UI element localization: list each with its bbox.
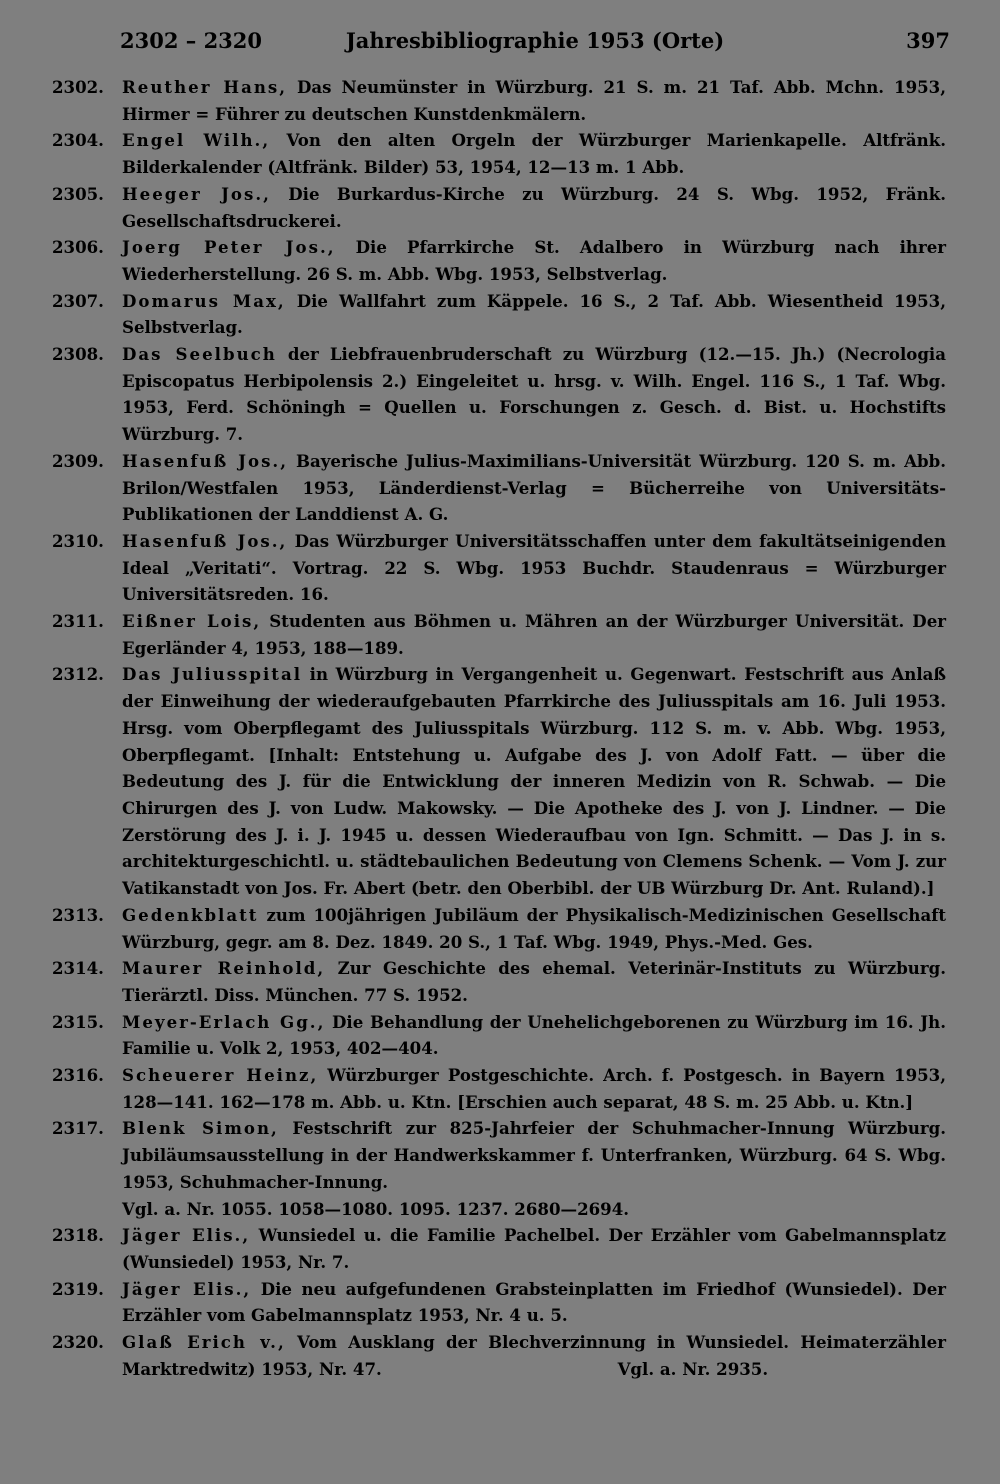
- entry-author: Engel Wilh.,: [122, 130, 271, 151]
- entry-text: Die Burkardus-Kirche zu Würzburg. 24 S. Wbg. 1952, Fränk. Gesellschaftsdruckerei.: [122, 183, 947, 231]
- entry-number: 2314.: [52, 958, 104, 979]
- bibliography-entry: [52, 234, 946, 287]
- entry-author: Maurer Reinhold,: [122, 958, 326, 979]
- entry-author: Joerg Peter Jos.,: [122, 237, 336, 258]
- bibliography-entry: [52, 1222, 946, 1275]
- entry-text: Festschrift zur 825-Jahrfeier der Schuhmacher-Innung Würzburg. Jubiläumsausstellung in der Handwerkskammer f. Unterfranken, Würzburg. 64 S. Wbg. 1953, Schuhmacher-Innung.: [122, 1118, 947, 1192]
- entry-author: Scheuerer Heinz,: [122, 1065, 319, 1086]
- entry-number: 2318.: [52, 1225, 104, 1246]
- entry-author: Meyer-Erlach Gg.,: [122, 1011, 326, 1032]
- bibliography-entry: [52, 74, 946, 127]
- cross-reference-note: Vgl. a. Nr. 1055. 1058—1080. 1095. 1237. 2680—2694.: [122, 1198, 630, 1219]
- entry-author: Reuther Hans,: [122, 77, 288, 97]
- entry-author: Das Juliusspital: [122, 664, 303, 685]
- entry-author: Domarus Max,: [122, 290, 286, 311]
- entry-text: Die Behandlung der Unehelichgeborenen zu Würzburg im 16. Jh. Familie u. Volk 2, 1953, 402—404.: [122, 1011, 946, 1059]
- entry-number: 2312.: [52, 664, 104, 685]
- entry-number: 2315.: [52, 1011, 104, 1032]
- page-title: Jahresbibliographie 1953 (Orte): [345, 28, 725, 53]
- entry-list: [52, 74, 946, 1382]
- entry-text: Die Wallfahrt zum Käppele. 16 S., 2 Taf. Abb. Wiesentheid 1953, Selbstverlag.: [122, 290, 947, 338]
- entry-text: Von den alten Orgeln der Würzburger Marienkapelle. Altfränk. Bilderkalender (Altfränk. Bilder) 53, 1954, 12—13 m. 1 Abb.: [122, 130, 947, 178]
- entry-number: 2308.: [52, 344, 104, 365]
- entry-text: Vom Ausklang der Blechverzinnung in Wunsiedel. Heimaterzähler Marktredwitz) 1953, Nr. 47.: [122, 1332, 946, 1379]
- entry-number: 2307.: [52, 290, 104, 311]
- entry-author: Hasenfuß Jos.,: [122, 530, 288, 551]
- entry-author: Heeger Jos.,: [122, 183, 271, 204]
- entry-author: Jäger Elis.,: [122, 1225, 251, 1246]
- entry-range: 2302 – 2320: [120, 28, 263, 53]
- entry-number: 2319.: [52, 1278, 104, 1299]
- entry-text: in Würzburg in Vergangenheit u. Gegenwart. Festschrift aus Anlaß der Einweihung der wiederaufgebauten Pfarrkirche des Juliusspitals am 16. Juli 1953. Hrsg. vom Oberpflegamt des Juliusspitals Würzburg. 112 S. m. v. Abb. Wbg. 1953, Oberpflegamt. [Inhalt: Entstehung u. Aufgabe des J. von Adolf Fatt. — über die Bedeutung des J. für die Entwicklung der inneren Medizin von R. Schwab. — Die Chirurgen des J. von Ludw. Makowsky. — Die Apotheke des J. von J. Lindner. — Die Zerstörung des J. i. J. 1945 u. dessen Wiederaufbau von Ign. Schmitt. — Das J. in s. architekturgeschichtl. u. städtebaulichen Bedeutung von Clemens Schenk. — Vom J. zur Vatikanstadt von Jos. Fr. Abert (betr. den Oberbibl. der UB Würzburg Dr. Ant. Ruland).]: [122, 664, 946, 899]
- entry-text: Die neu aufgefundenen Grabsteinplatten im Friedhof (Wunsiedel). Der Erzähler vom Gabelmannsplatz 1953, Nr. 4 u. 5.: [122, 1278, 946, 1326]
- bibliography-entry: [52, 341, 946, 448]
- entry-text: Bayerische Julius-Maximilians-Universität Würzburg. 120 S. m. Abb. Brilon/Westfalen 1953, Länderdienst-Verlag = Bücherreihe von Universitäts-Publikationen der Landdienst A. G.: [122, 450, 947, 525]
- bibliography-entry: [52, 608, 946, 661]
- entry-text: Würzburger Postgeschichte. Arch. f. Postgesch. in Bayern 1953, 128—141. 162—178 m. Abb. u. Ktn. [Erschien auch separat, 48 S. m. 25 Abb. u. Ktn.]: [122, 1065, 946, 1112]
- entry-number: 2313.: [52, 904, 104, 925]
- bibliography-entry: [52, 448, 946, 528]
- bibliography-entry: [52, 1009, 946, 1062]
- entry-text: Das Neumünster in Würzburg. 21 S. m. 21 Taf. Abb. Mchn. 1953, Hirmer = Führer zu deutschen Kunstdenkmälern.: [122, 77, 946, 124]
- entry-number: 2306.: [52, 237, 104, 258]
- bibliography-entry: [52, 1062, 946, 1115]
- bibliography-entry: [52, 1329, 946, 1382]
- entry-author: Eißner Lois,: [122, 611, 262, 632]
- entry-number: 2317.: [52, 1118, 104, 1139]
- entry-number: 2316.: [52, 1065, 104, 1086]
- entry-text: zum 100jährigen Jubiläum der Physikalisch-Medizinischen Gesellschaft Würzburg, gegr. am 8. Dez. 1849. 20 S., 1 Taf. Wbg. 1949, Phys.-Med. Ges.: [122, 904, 947, 952]
- bibliography-entry: [52, 902, 946, 955]
- entry-author: Gedenkblatt: [122, 904, 259, 925]
- entry-number: 2320.: [52, 1332, 104, 1353]
- entry-author: Das Seelbuch: [122, 344, 277, 365]
- entry-author: Blenk Simon,: [122, 1118, 279, 1139]
- entry-text: Zur Geschichte des ehemal. Veterinär-Instituts zu Würzburg. Tierärztl. Diss. München. 77 S. 1952.: [122, 958, 946, 1005]
- entry-number: 2309.: [52, 450, 104, 471]
- bibliography-entry: [52, 661, 946, 901]
- entry-author: Glaß Erich v.,: [122, 1332, 286, 1353]
- entry-author: Jäger Elis.,: [122, 1278, 252, 1299]
- entry-text: der Liebfrauenbruderschaft zu Würzburg (12.—15. Jh.) (Necrologia Episcopatus Herbipolensis 2.) Eingeleitet u. hrsg. v. Wilh. Engel. 116 S., 1 Taf. Wbg. 1953, Ferd. Schöningh = Quellen u. Forschungen z. Gesch. d. Bist. u. Hochstifts Würzburg. 7.: [122, 344, 946, 445]
- entry-number: 2302.: [52, 77, 104, 97]
- entry-number: 2311.: [52, 611, 104, 632]
- entry-text: Wunsiedel u. die Familie Pachelbel. Der Erzähler vom Gabelmannsplatz (Wunsiedel) 1953, Nr. 7.: [122, 1225, 947, 1272]
- page-header: [120, 28, 950, 58]
- entry-number: 2304.: [52, 130, 104, 151]
- bibliography-entry: [52, 955, 946, 1008]
- page-number: 397: [906, 28, 950, 53]
- bibliography-entry: [52, 1115, 946, 1222]
- bibliography-entry: [52, 181, 946, 234]
- cross-reference-note: Vgl. a. Nr. 2935.: [617, 1358, 769, 1379]
- entry-number: 2310.: [52, 530, 104, 551]
- bibliography-entry: [52, 1276, 946, 1329]
- entry-number: 2305.: [52, 183, 104, 204]
- bibliography-entry: [52, 127, 946, 180]
- entry-text: Studenten aus Böhmen u. Mähren an der Würzburger Universität. Der Egerländer 4, 1953, 188—189.: [122, 611, 946, 658]
- entry-author: Hasenfuß Jos.,: [122, 450, 288, 471]
- bibliography-entry: [52, 288, 946, 341]
- entry-text: Die Pfarrkirche St. Adalbero in Würzburg nach ihrer Wiederherstellung. 26 S. m. Abb. Wbg. 1953, Selbstverlag.: [122, 237, 946, 284]
- bibliography-entry: [52, 528, 946, 608]
- entry-text: Das Würzburger Universitätsschaffen unter dem fakultätseinigenden Ideal „Veritati“. Vortrag. 22 S. Wbg. 1953 Buchdr. Staudenraus = Würzburger Universitätsreden. 16.: [122, 530, 947, 605]
